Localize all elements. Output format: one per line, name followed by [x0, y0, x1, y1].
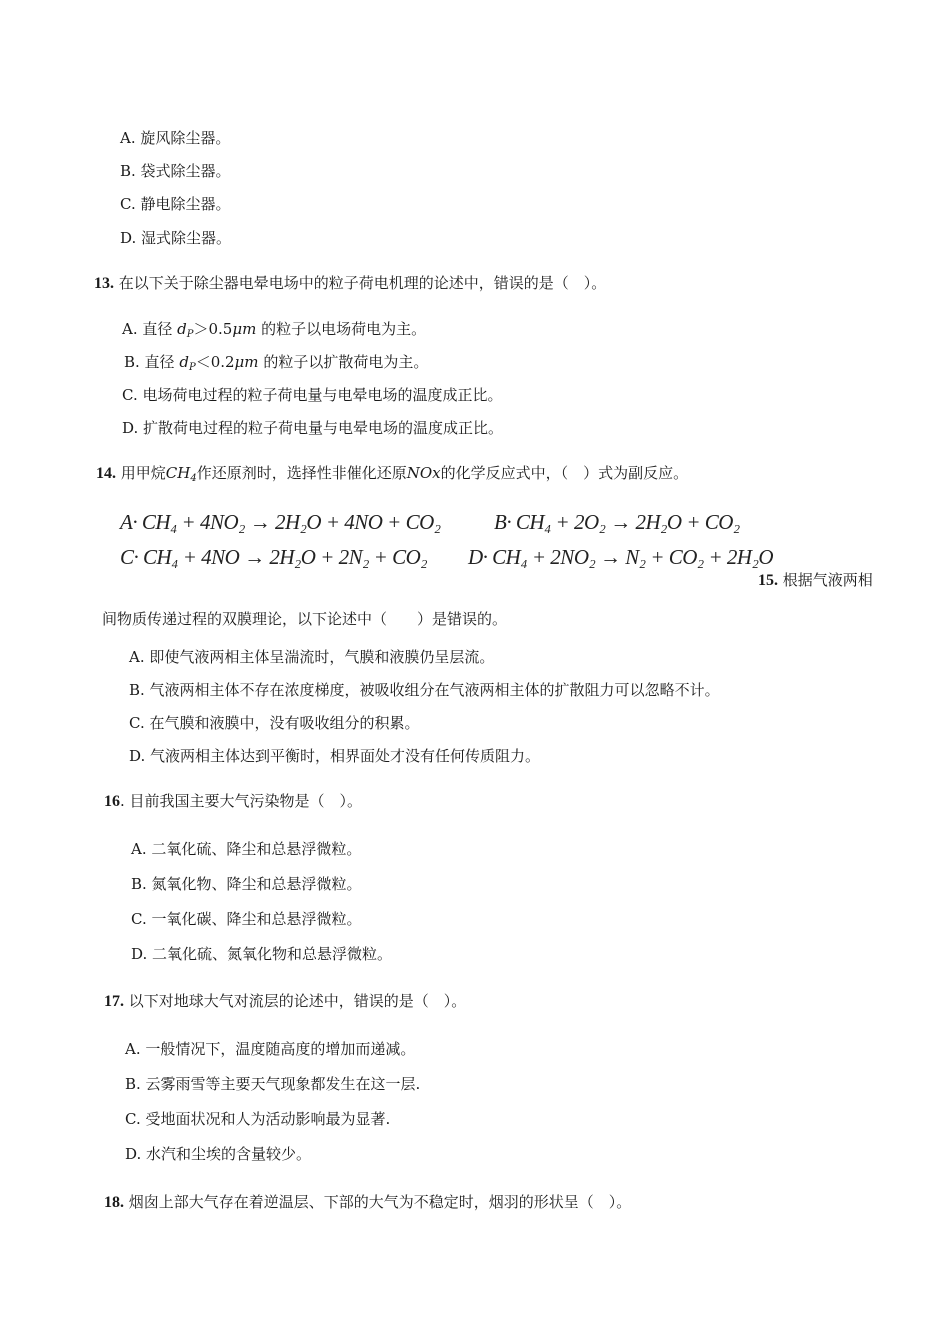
question-number: 18. [104, 1194, 124, 1211]
question-text: 烟囱上部大气存在着逆温层、下部的大气为不稳定时，烟羽的形状呈（ ）。 [128, 1193, 632, 1211]
q17-option-b: B. 云雾雨雪等主要天气现象都发生在这一层. [125, 1075, 421, 1093]
option-text: 的粒子以扩散荷电为主。 [263, 353, 429, 371]
q17-option-c: C. 受地面状况和人为活动影响最为显著. [125, 1110, 391, 1128]
q14-formula-a: A· CH₄ + 4NO₂ → 2H₂O + 4NO + CO₂ [120, 510, 441, 534]
variable-d: d [179, 353, 189, 371]
q12-option-c: C. 静电除尘器。 [120, 195, 231, 213]
q16-option-c: C. 一氧化碳、降尘和总悬浮微粒。 [131, 910, 362, 928]
q13-option-b [124, 352, 428, 372]
question-text: . 目前我国主要大气污染物是（ ）。 [120, 792, 363, 810]
question-number: 13. [94, 275, 114, 292]
question-number: 17. [104, 993, 124, 1010]
q13-option-d: D. 扩散荷电过程的粒子荷电量与电晕电场的温度成正比。 [122, 419, 504, 437]
formula-ch4: CH [165, 464, 191, 482]
q17-stem [104, 991, 466, 1012]
q15-option-b: B. 气液两相主体不存在浓度梯度，被吸收组分在气液两相主体的扩散阻力可以忽略不计。 [129, 681, 720, 699]
q16-stem [104, 791, 362, 812]
q14-formula-d: D· CH₄ + 2NO₂ → N₂ + CO₂ + 2H₂O [468, 545, 774, 569]
option-label: A. 直径 [122, 320, 173, 338]
q12-option-a: A. 旋风除尘器。 [120, 129, 231, 147]
question-number: 15. [758, 572, 778, 589]
question-text: 的化学反应式中，（ ）式为副反应。 [440, 464, 689, 482]
q17-option-a: A. 一般情况下，温度随高度的增加而递减。 [125, 1040, 416, 1058]
q15-option-c: C. 在气膜和液膜中，没有吸收组分的积累。 [129, 714, 420, 732]
question-number: 14. [96, 465, 116, 482]
comparison-value: ＜0.2 [195, 353, 235, 371]
q14-stem [96, 463, 688, 484]
question-text: 根据气液两相 [782, 571, 873, 589]
unit: μm [232, 320, 257, 338]
comparison-value: ＞0.5 [193, 320, 233, 338]
q14-formula-c: C· CH₄ + 4NO → 2H₂O + 2N₂ + CO₂ [120, 545, 428, 569]
subscript: P [188, 362, 196, 373]
question-number: 16 [104, 793, 120, 810]
q13-stem [94, 273, 606, 294]
question-text: 作还原剂时，选择性非催化还原 [196, 464, 407, 482]
q16-option-d: D. 二氧化硫、氮氧化物和总悬浮微粒。 [131, 945, 393, 963]
question-text: 以下对地球大气对流层的论述中，错误的是（ ）。 [128, 992, 467, 1010]
q15-option-d: D. 气液两相主体达到平衡时，相界面处才没有任何传质阻力。 [129, 747, 541, 765]
q14-formula-b: B· CH₄ + 2O₂ → 2H₂O + CO₂ [494, 510, 740, 534]
q15-stem-tail: 间物质传递过程的双膜理论，以下论述中（ ）是错误的。 [102, 610, 508, 628]
q13-option-a [122, 319, 426, 339]
subscript: P [186, 329, 194, 340]
q15-option-a: A. 即使气液两相主体呈湍流时，气膜和液膜仍呈层流。 [129, 648, 495, 666]
question-text: 用甲烷 [120, 464, 166, 482]
option-text: 的粒子以电场荷电为主。 [261, 320, 427, 338]
subscript: 4 [190, 473, 197, 484]
q16-option-a: A. 二氧化硫、降尘和总悬浮微粒。 [131, 840, 362, 858]
q17-option-d: D. 水汽和尘埃的含量较少。 [125, 1145, 312, 1163]
q15-stem-head [758, 570, 873, 591]
q12-option-d: D. 湿式除尘器。 [120, 229, 232, 247]
unit: μm [234, 353, 259, 371]
question-text: 在以下关于除尘器电晕电场中的粒子荷电机理的论述中，错误的是（ ）。 [118, 274, 607, 292]
q12-option-b: B. 袋式除尘器。 [120, 162, 231, 180]
q13-option-c: C. 电场荷电过程的粒子荷电量与电晕电场的温度成正比。 [122, 386, 503, 404]
q18-stem [104, 1192, 631, 1213]
formula-nox: NOx [406, 464, 441, 482]
option-label: B. 直径 [124, 353, 175, 371]
variable-d: d [177, 320, 187, 338]
q16-option-b: B. 氮氧化物、降尘和总悬浮微粒。 [131, 875, 362, 893]
